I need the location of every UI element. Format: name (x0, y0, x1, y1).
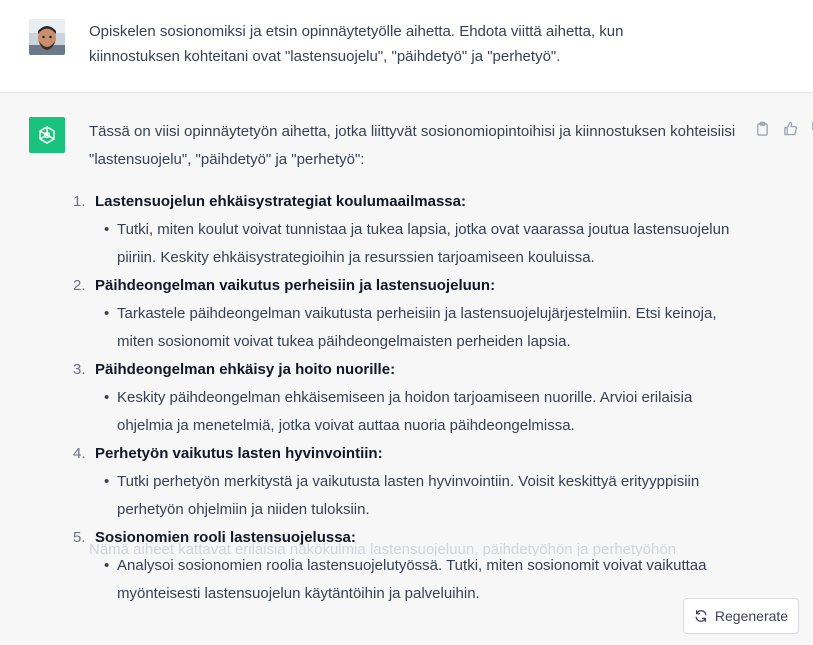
list-number: 3. (73, 361, 86, 378)
topic-title: Päihdeongelman ehkäisy ja hoito nuorille: (95, 361, 396, 378)
bullet-icon: • (104, 389, 110, 406)
list-item (104, 384, 749, 440)
clipboard-icon[interactable] (754, 120, 770, 136)
list-item (104, 468, 749, 524)
topic-details (95, 552, 749, 608)
topic-title: Päihdeongelman vaikutus perheisiin ja lastensuojeluun: (95, 277, 496, 294)
list-item (104, 552, 749, 608)
openai-logo-icon (29, 117, 65, 153)
list-item (73, 272, 749, 356)
bullet-icon: • (104, 305, 110, 322)
user-message-row (0, 0, 813, 93)
bullet-icon: • (104, 473, 110, 490)
list-item (73, 440, 749, 524)
regenerate-button[interactable] (683, 598, 799, 634)
topic-title: Perhetyön vaikutus lasten hyvinvointiin: (95, 445, 383, 462)
list-number: 5. (73, 529, 86, 546)
user-message-text: Opiskelen sosionomiksi ja etsin opinnäytetyölle aihetta. Ehdota viittä aihetta, kun kiinnostuksen kohteitani ovat "lastensuojelu", "päihdetyö" ja "perhetyö". (89, 23, 624, 65)
topic-title: Sosionomien rooli lastensuojelussa: (95, 529, 356, 546)
list-item (73, 356, 749, 440)
list-item (104, 300, 749, 356)
bullet-icon: • (104, 221, 110, 238)
user-avatar (29, 19, 65, 55)
topic-details (95, 300, 749, 356)
faded-continuation-text: Nämä aiheet kattavat erilaisia näkökulmia lastensuojeluun, päihdetyöhön ja perhetyöhön (89, 542, 677, 556)
list-item (104, 216, 749, 272)
assistant-message-row (0, 93, 813, 645)
bullet-icon: • (104, 557, 110, 574)
topic-details (95, 468, 749, 524)
list-number: 1. (73, 193, 86, 210)
assistant-message-text (73, 118, 749, 608)
topic-detail: Keskity päihdeongelman ehkäisemiseen ja hoidon tarjoamiseen nuorille. Arvioi erilaisia ohjelmia ja menetelmiä, jotka voivat auttaa nuoria päihdeongelmissa. (117, 389, 693, 434)
topic-detail: Tarkastele päihdeongelman vaikutusta perheisiin ja lastensuojelujärjestelmiin. Etsi keinoja, miten sosionomit voivat tukea päihdeongelmaisten perheiden lapsia. (117, 305, 717, 350)
refresh-icon (694, 609, 708, 623)
topic-title: Lastensuojelun ehkäisystrategiat koulumaailmassa: (95, 193, 466, 210)
assistant-intro: Tässä on viisi opinnäytetyön aihetta, jotka liittyvät sosionomiopintoihisi ja kiinnostuksen kohteisiisi "lastensuojelu", "päihdetyö" ja "perhetyö": (89, 123, 736, 168)
topic-details (95, 216, 749, 272)
topic-detail: Tutki, miten koulut voivat tunnistaa ja tukea lapsia, jotka ovat vaarassa joutua lastensuojelun piiriin. Keskity ehkäisystrategioihin ja resurssien tarjoamiseen kouluissa. (117, 221, 730, 266)
regenerate-label: Regenerate (714, 608, 789, 624)
topic-details (95, 384, 749, 440)
topic-detail: Tutki perhetyön merkitystä ja vaikutusta lasten hyvinvointiin. Voisit keskittyä erityyppisiin perhetyön ohjelmiin ja niiden tuloksiin. (117, 473, 700, 518)
message-actions (754, 120, 813, 136)
list-item (73, 188, 749, 272)
list-item (73, 524, 749, 608)
thumbs-up-icon[interactable] (782, 120, 798, 136)
list-number: 4. (73, 445, 86, 462)
list-number: 2. (73, 277, 86, 294)
topic-detail: Analysoi sosionomien roolia lastensuojelutyössä. Tutki, miten sosionomit voivat vaikuttaa myönteisesti lastensuojelun käytäntöihin ja palveluihin. (117, 557, 707, 602)
